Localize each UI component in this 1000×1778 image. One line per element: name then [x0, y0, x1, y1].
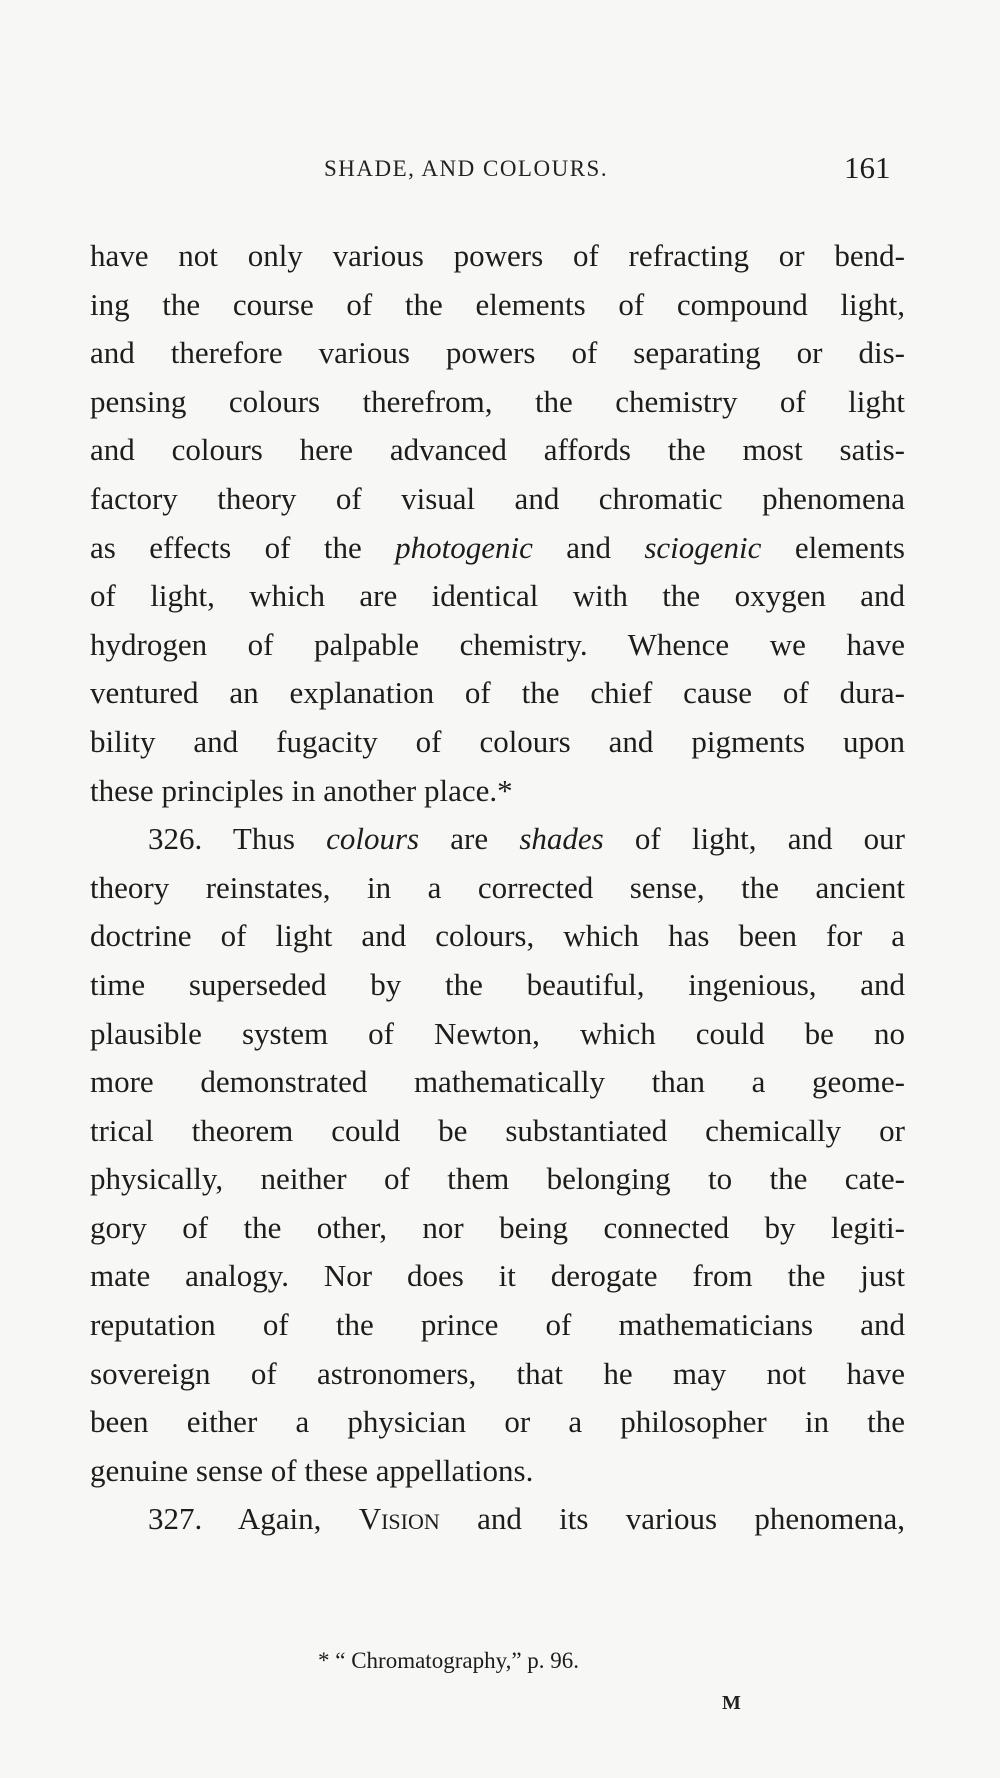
text-line: gory of the other, nor being connected by legiti- — [90, 1209, 905, 1245]
text-line: factory theory of visual and chromatic phenomena — [90, 480, 905, 516]
text-line: these principles in another place.* — [90, 772, 513, 808]
italic-term: colours — [326, 821, 420, 857]
small-caps-term: Vision — [358, 1501, 440, 1537]
text-line: trical theorem could be substantiated chemically or — [90, 1112, 905, 1148]
text-line: reputation of the prince of mathematicians and — [90, 1307, 905, 1343]
text-line: have not only various powers of refracting or bend- — [90, 238, 905, 273]
text-line: more demonstrated mathematically than a geome- — [90, 1064, 905, 1100]
text-line: plausible system of Newton, which could be no — [90, 1015, 905, 1051]
paragraph-327-start: 327. Again, Vision and its various phenomena, — [148, 1501, 905, 1537]
page-number: 161 — [844, 150, 891, 185]
footnote: * “ Chromatography,” p. 96. — [318, 1648, 580, 1673]
paragraph-326-start: 326. Thus colours are shades of light, and our — [148, 821, 905, 857]
text-line: hydrogen of palpable chemistry. Whence we have — [90, 626, 905, 662]
text-line: been either a physician or a philosopher in the — [90, 1404, 905, 1440]
text-line: time superseded by the beautiful, ingenious, and — [90, 966, 905, 1002]
text-line: and colours here advanced affords the most satis- — [90, 432, 905, 468]
italic-term: shades — [519, 821, 604, 857]
text-line: theory reinstates, in a corrected sense, the ancient — [90, 869, 905, 905]
signature-mark: M — [722, 1692, 741, 1714]
text-line: ventured an explanation of the chief cause of dura- — [90, 675, 905, 711]
text-line: sovereign of astronomers, that he may not have — [90, 1355, 905, 1391]
italic-term: photogenic — [395, 529, 533, 565]
running-title: SHADE, AND COLOURS. — [324, 156, 609, 181]
body-text — [90, 232, 905, 1544]
text-line: bility and fugacity of colours and pigments upon — [90, 723, 905, 759]
italic-term: sciogenic — [644, 529, 762, 565]
running-head — [0, 150, 1000, 190]
text-line: physically, neither of them belonging to the cate- — [90, 1161, 905, 1197]
text-line: as effects of the photogenic and sciogenic elements — [90, 529, 905, 565]
text-line: doctrine of light and colours, which has been for a — [90, 918, 905, 954]
text-line: pensing colours therefrom, the chemistry of light — [90, 383, 905, 419]
text-line: of light, which are identical with the oxygen and — [90, 578, 905, 614]
text-line: ing the course of the elements of compound light, — [90, 286, 905, 322]
text-line: mate analogy. Nor does it derogate from the just — [90, 1258, 905, 1294]
text-line: and therefore various powers of separating or dis- — [90, 335, 905, 371]
text-line: genuine sense of these appellations. — [90, 1452, 534, 1488]
